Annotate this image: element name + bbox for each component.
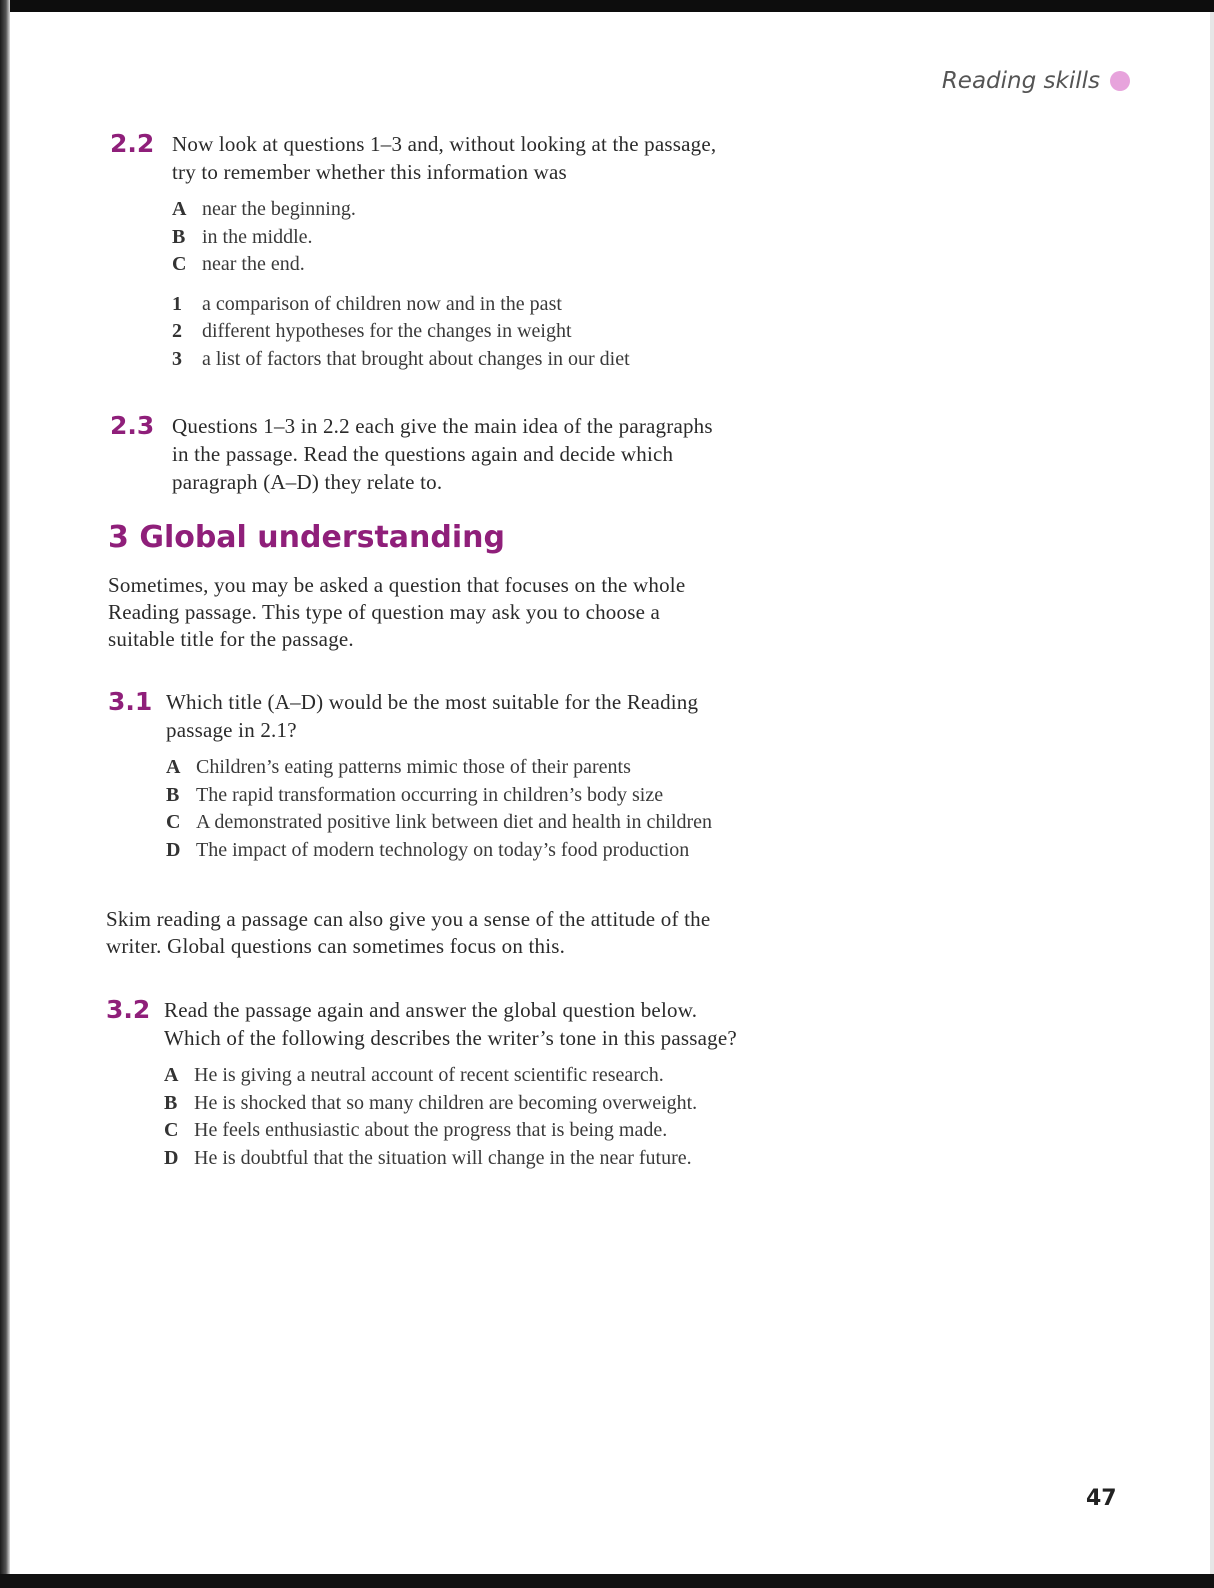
option-item: [172, 224, 810, 252]
option-item: [166, 782, 756, 810]
running-head-label: Reading skills: [941, 68, 1100, 94]
option-key: A: [172, 198, 187, 220]
scan-border-right: [1210, 12, 1214, 1574]
question-item: [172, 318, 810, 346]
option-key: B: [164, 1091, 178, 1114]
option-text: He is shocked that so many children are becoming overweight.: [194, 1091, 698, 1114]
scan-border-top: [0, 0, 1214, 12]
paragraph-line: writer. Global questions can sometimes focus on this.: [106, 934, 566, 958]
option-item: [166, 837, 756, 865]
option-key: A: [166, 756, 181, 778]
instruction-line: Which of the following describes the writer’s tone in this passage?: [164, 1026, 737, 1050]
exercise-instruction: [172, 130, 810, 186]
instruction-line: paragraph (A–D) they relate to.: [172, 470, 443, 494]
exercise-number: 3.1: [108, 687, 153, 716]
title-options: [166, 754, 756, 864]
question-number: 2: [172, 320, 182, 342]
question-item: [172, 291, 810, 319]
option-item: [164, 1062, 806, 1090]
instruction-line: passage in 2.1?: [166, 718, 297, 742]
option-key: B: [172, 225, 186, 248]
exercise-number: 2.2: [110, 129, 155, 158]
option-key: C: [166, 811, 181, 833]
option-key: D: [166, 838, 181, 861]
option-text: near the beginning.: [202, 198, 356, 220]
question-number: 1: [172, 292, 182, 315]
exercise-number: 2.3: [110, 411, 155, 440]
exercise-2-3: [110, 412, 810, 496]
option-item: [166, 809, 756, 837]
paragraph-line: suitable title for the passage.: [108, 627, 354, 651]
scan-border-bottom: [0, 1574, 1214, 1588]
scan-border-left: [0, 0, 10, 1588]
question-item: [172, 346, 810, 374]
paragraph-line: Sometimes, you may be asked a question that focuses on the whole: [108, 573, 686, 597]
exercise-instruction: [166, 688, 808, 744]
option-text: near the end.: [202, 253, 305, 275]
skim-paragraph: [106, 906, 806, 960]
instruction-line: Now look at questions 1–3 and, without looking at the passage,: [172, 132, 717, 156]
option-text: in the middle.: [202, 225, 313, 248]
option-text: The rapid transformation occurring in children’s body size: [196, 783, 664, 806]
option-item: [164, 1117, 806, 1145]
section-heading: 3 Global understanding: [108, 520, 506, 555]
instruction-line: Questions 1–3 in 2.2 each give the main idea of the paragraphs: [172, 414, 713, 438]
option-key: B: [166, 783, 180, 806]
option-text: He is doubtful that the situation will change in the near future.: [194, 1146, 692, 1169]
exercise-2-2: [110, 130, 810, 373]
instruction-line: try to remember whether this information was: [172, 160, 567, 184]
paragraph-line: Reading passage. This type of question may ask you to choose a: [108, 600, 661, 624]
question-text: different hypotheses for the changes in weight: [202, 320, 572, 342]
page-number: 47: [1086, 1486, 1117, 1511]
intro-paragraph: [108, 572, 808, 653]
instruction-line: in the passage. Read the questions again and decide which: [172, 442, 674, 466]
exercise-number: 3.2: [106, 995, 151, 1024]
instruction-line: Which title (A–D) would be the most suitable for the Reading: [166, 690, 699, 714]
exercise-3-2: [106, 996, 806, 1172]
option-key: C: [164, 1119, 179, 1141]
option-item: [164, 1090, 806, 1118]
exercise-instruction: [172, 412, 810, 496]
option-text: Children’s eating patterns mimic those of their parents: [196, 756, 631, 778]
option-item: [164, 1145, 806, 1173]
running-head: [942, 68, 1130, 94]
option-item: [172, 196, 810, 224]
option-text: The impact of modern technology on today’s food production: [196, 838, 690, 861]
question-text: a list of factors that brought about changes in our diet: [202, 347, 630, 370]
option-item: [166, 754, 756, 782]
option-key: A: [164, 1064, 179, 1086]
bullet-dot-icon: [1110, 71, 1130, 91]
option-key: C: [172, 253, 187, 275]
option-item: [172, 251, 810, 279]
instruction-line: Read the passage again and answer the global question below.: [164, 998, 698, 1022]
option-text: He is giving a neutral account of recent scientific research.: [194, 1064, 664, 1086]
position-options: [172, 196, 810, 373]
question-number: 3: [172, 347, 182, 370]
option-key: D: [164, 1146, 179, 1169]
paragraph-line: Skim reading a passage can also give you a sense of the attitude of the: [106, 907, 711, 931]
option-text: He feels enthusiastic about the progress that is being made.: [194, 1119, 668, 1141]
exercise-instruction: [164, 996, 806, 1052]
exercise-3-1: [108, 688, 808, 864]
question-text: a comparison of children now and in the past: [202, 292, 562, 315]
option-text: A demonstrated positive link between diet and health in children: [196, 811, 712, 833]
tone-options: [164, 1062, 806, 1172]
